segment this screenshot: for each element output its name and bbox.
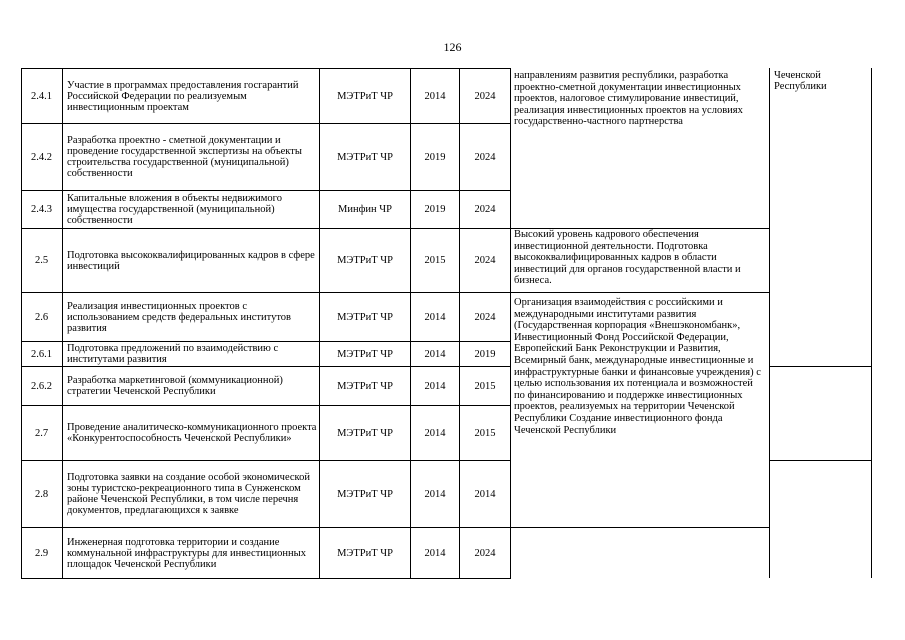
executor-cell: Чеченской Республики (774, 70, 827, 92)
row-responsible: МЭТРиТ ЧР (337, 547, 393, 559)
row-start-year: 2014 (424, 380, 446, 392)
row-number: 2.9 (34, 547, 49, 559)
row-start-year: 2019 (424, 204, 446, 215)
row-responsible: МЭТРиТ ЧР (337, 255, 393, 266)
row-responsible: МЭТРиТ ЧР (337, 488, 393, 500)
row-start-year: 2014 (424, 90, 446, 102)
row-activity-name: Разработка проектно - сметной документации и проведение государственной экспертизы на объекты строительства государственной (муниципальной) собственности (67, 135, 302, 179)
row-activity-name: Реализация инвестиционных проектов с использованием средств федеральных институтов развития (67, 300, 292, 334)
row-number: 2.8 (34, 488, 49, 500)
page-number: 126 (443, 40, 462, 54)
row-end-year: 2024 (474, 204, 496, 215)
row-activity-name: Разработка маркетинговой (коммуникационной) стратегии Чеченской Республики (67, 375, 283, 397)
row-number: 2.4.3 (31, 204, 52, 215)
row-responsible: МЭТРиТ ЧР (337, 90, 393, 102)
row-end-year: 2024 (474, 90, 496, 102)
row-activity-name: Капитальные вложения в объекты недвижимого имущества государственной (муниципальной) собственности (67, 193, 282, 226)
row-responsible: МЭТРиТ ЧР (337, 427, 393, 439)
row-responsible: МЭТРиТ ЧР (337, 348, 393, 360)
row-number: 2.4.2 (31, 151, 52, 163)
row-activity-name: Инженерная подготовка территории и создание коммунальной инфраструктуры для инвестиционных площадок Чеченской Республики (67, 536, 306, 570)
row-end-year: 2014 (474, 488, 496, 500)
row-number: 2.4.1 (31, 90, 52, 102)
row-activity-name: Участие в программах предоставления госгарантий Российской Федерации по реализуемым инвестиционным проектам (67, 79, 299, 113)
row-responsible: МЭТРиТ ЧР (337, 311, 393, 323)
row-end-year: 2019 (474, 348, 496, 360)
row-end-year: 2024 (474, 311, 496, 323)
row-end-year: 2024 (474, 547, 496, 559)
result-cell-2: Высокий уровень кадрового обеспечения инвестиционной деятельности. Подготовка высококвалифицированных кадров в области инвестиций для органов государственной власти и бизнеса. (514, 229, 741, 287)
row-responsible: Минфин ЧР (338, 204, 392, 215)
row-activity-name: Подготовка высококвалифицированных кадров в сфере инвестиций (67, 249, 315, 272)
row-end-year: 2024 (474, 255, 496, 266)
row-start-year: 2014 (424, 427, 446, 439)
row-end-year: 2024 (474, 151, 496, 163)
row-start-year: 2014 (424, 348, 446, 360)
row-number: 2.6 (34, 311, 49, 323)
row-start-year: 2014 (424, 488, 446, 500)
row-activity-name: Подготовка предложений по взаимодействию с институтами развития (67, 343, 279, 365)
row-activity-name: Подготовка заявки на создание особой экономической зоны туристско-рекреационного типа в Сунженском районе Чеченской Республики, в том числе перечня документов, предлагающихся к заявке (67, 472, 310, 516)
row-start-year: 2015 (424, 255, 446, 266)
row-responsible: МЭТРиТ ЧР (337, 151, 393, 163)
result-cell-1: направлениям развития республики, разработка проектно-сметной документации инвестиционных проектов, налоговое стимулирование инвестиций, реализация инвестиционных проектов на условиях государственно-частного партнерства (514, 70, 743, 128)
result-cell-3: Организация взаимодействия с российскими и международными институтами развития (Государственная корпорация «Внешэкономбанк», Инвестиционный Фонд Российской Федерации, Европейский Банк Реконструкции и Развития, Всемирный банк, международные инвестиционные и инфраструктурные банки и финансовые учреждения) с целью использования их потенциала и возможностей по финансированию и поддержке инвестиционных проектов, реализуемых на территории Чеченской Республики Создание инвестиционного фонда Чеченской Республики (514, 297, 761, 436)
row-number: 2.6.1 (31, 348, 52, 360)
row-end-year: 2015 (474, 380, 496, 392)
row-start-year: 2014 (424, 547, 446, 559)
row-responsible: МЭТРиТ ЧР (337, 380, 393, 392)
row-activity-name: Проведение аналитическо-коммуникационного проекта «Конкурентоспособность Чеченской Республики» (67, 422, 317, 444)
row-number: 2.7 (34, 427, 49, 439)
row-number: 2.6.2 (31, 380, 52, 392)
row-start-year: 2014 (424, 311, 446, 323)
row-number: 2.5 (34, 255, 49, 266)
row-start-year: 2019 (424, 151, 446, 163)
row-end-year: 2015 (474, 427, 496, 439)
